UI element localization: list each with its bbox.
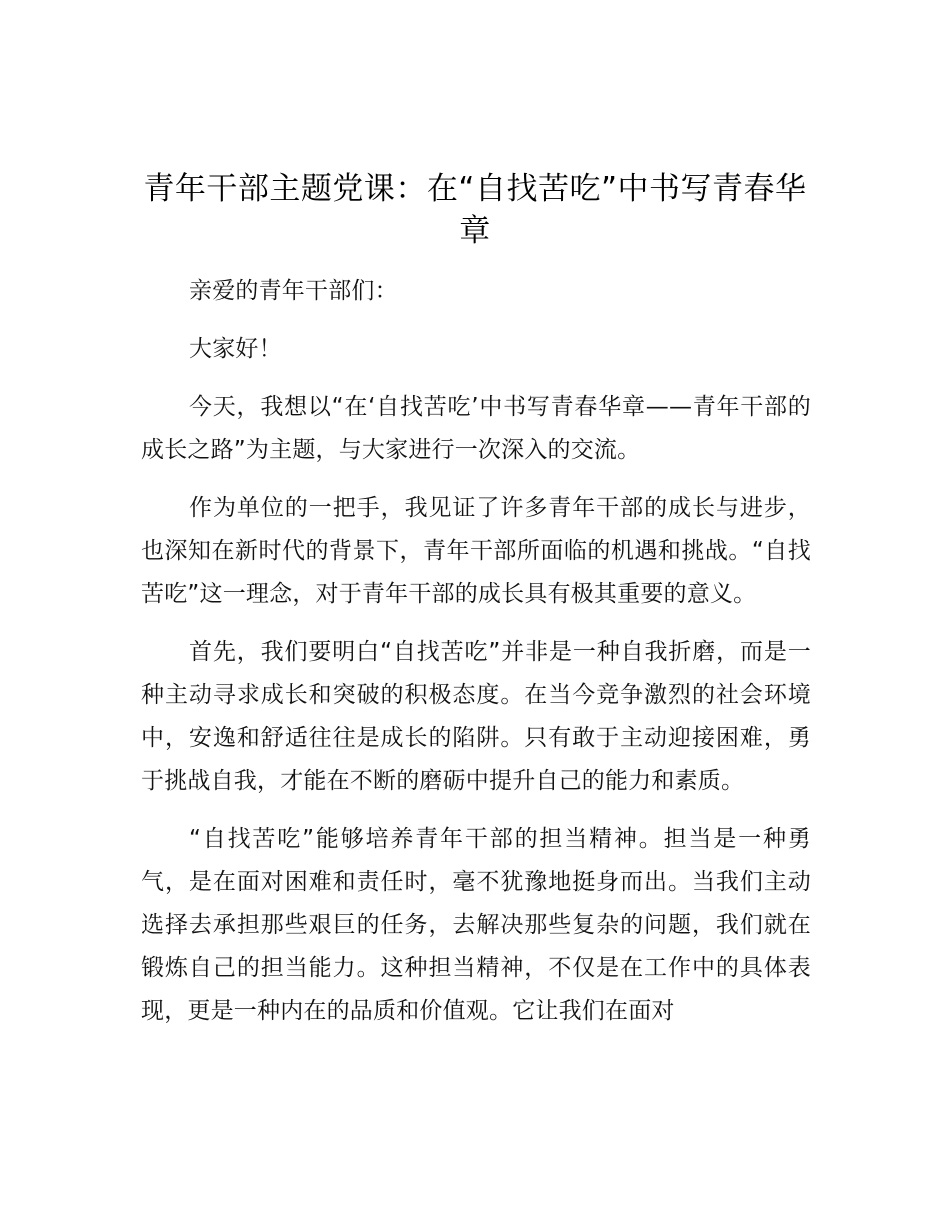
document-title: 青年干部主题党课：在“自找苦吃”中书写青春华章: [143, 171, 807, 249]
paragraph-first-point: 首先，我们要明白“自找苦吃”并非是一种自我折磨，而是一种主动寻求成长和突破的积极态度。在当今竞争激烈的社会环境中，安逸和舒适往往是成长的陷阱。只有敢于主动迎接困难，勇于挑战自我，才能在不断的磨砺中提升自己的能力和素质。: [141, 639, 811, 794]
paragraph-intro: 今天，我想以“在‘自找苦吃’中书写青春华章——青年干部的成长之路”为主题，与大家进行一次深入的交流。: [141, 394, 811, 463]
paragraph-responsibility: “自找苦吃”能够培养青年干部的担当精神。担当是一种勇气，是在面对困难和责任时，毫不犹豫地挺身而出。当我们主动选择去承担那些艰巨的任务，去解决那些复杂的问题，我们就在锻炼自己的担当能力。这种担当精神，不仅是在工作中的具体表现，更是一种内在的品质和价值观。它让我们在面对: [141, 826, 811, 1024]
paragraph-salutation: 亲爱的青年干部们：: [189, 278, 398, 304]
paragraph-background: 作为单位的一把手，我见证了许多青年干部的成长与进步，也深知在新时代的背景下，青年干部所面临的机遇和挑战。“自找苦吃”这一理念，对于青年干部的成长具有极其重要的意义。: [141, 495, 811, 607]
document-body: [141, 270, 811, 1048]
paragraph-greeting: 大家好！: [189, 336, 282, 362]
